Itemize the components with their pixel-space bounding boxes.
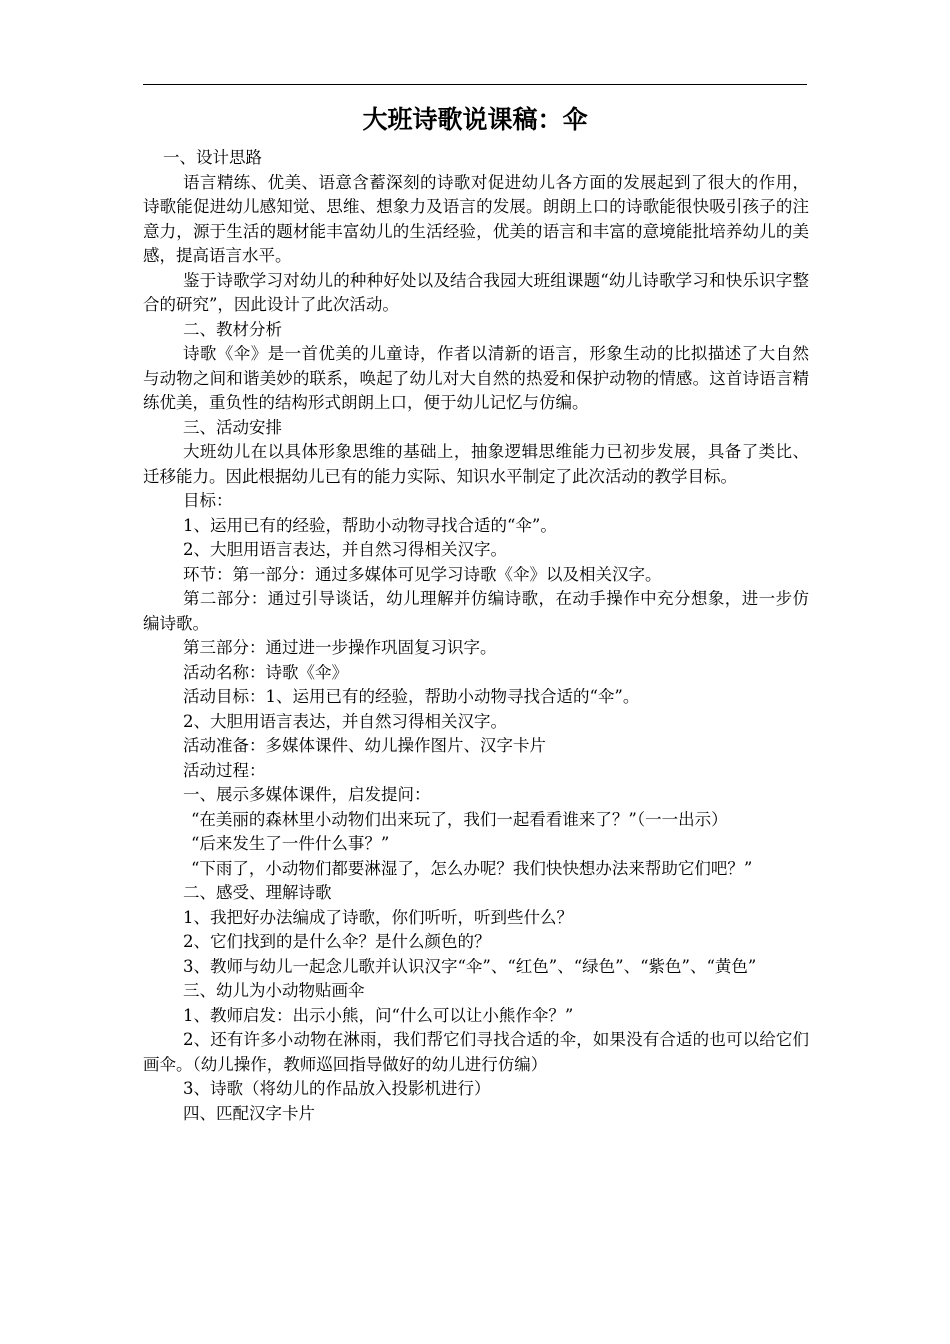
list-item: 1、我把好办法编成了诗歌，你们听听，听到些什么？	[183, 907, 573, 927]
section-heading: 二、感受、理解诗歌	[183, 883, 332, 902]
document-title: 大班诗歌说课稿：伞	[362, 105, 588, 134]
paragraph: 活动目标：1、运用已有的经验，帮助小动物寻找合适的“伞”。	[183, 687, 640, 706]
header-rule	[143, 84, 807, 85]
list-item: 1、运用已有的经验，帮助小动物寻找合适的“伞”。	[183, 515, 557, 535]
document-body	[143, 146, 809, 1126]
list-item: 2、大胆用语言表达，并自然习得相关汉字。	[183, 711, 507, 731]
paragraph: 大班幼儿在以具体形象思维的基础上，抽象逻辑思维能力已初步发展，具备了类比、迁移能力。因此根据幼儿已有的能力实际、知识水平制定了此次活动的教学目标。	[143, 442, 809, 486]
section-heading-material: 二、教材分析	[183, 319, 282, 339]
paragraph: 目标：	[183, 491, 233, 510]
paragraph: 活动名称：诗歌《伞》	[183, 662, 348, 682]
paragraph: 语言精练、优美、语意含蓄深刻的诗歌对促进幼儿各方面的发展起到了很大的作用，诗歌能促进幼儿感知觉、思维、想象力及语言的发展。朗朗上口的诗歌能很快吸引孩子的注意力，源于生活的题材能丰富幼儿的生活经验，优美的语言和丰富的意境能批培养幼儿的美感，提高语言水平。	[143, 172, 809, 265]
list-item: 3、教师与幼儿一起念儿歌并认识汉字“伞”、“红色”、“绿色”、“紫色”、“黄色”	[183, 956, 757, 976]
paragraph: 活动过程：	[183, 760, 266, 780]
paragraph: 鉴于诗歌学习对幼儿的种种好处以及结合我园大班组课题“幼儿诗歌学习和快乐识字整合的研究”，因此设计了此次活动。	[143, 270, 809, 314]
paragraph: 环节：第一部分：通过多媒体可见学习诗歌《伞》以及相关汉字。	[183, 564, 662, 584]
list-item: 2、它们找到的是什么伞？是什么颜色的？	[183, 932, 491, 951]
list-item: 2、大胆用语言表达，并自然习得相关汉字。	[183, 540, 507, 559]
list-item: 2、还有许多小动物在淋雨，我们帮它们寻找合适的伞，如果没有合适的也可以给它们画伞。（幼儿操作，教师巡回指导做好的幼儿进行仿编）	[143, 1030, 809, 1074]
paragraph: 第三部分：通过进一步操作巩固复习识字。	[183, 638, 497, 657]
quote: “后来发生了一件什么事？”	[191, 834, 390, 853]
paragraph: 一、展示多媒体课件，启发提问：	[183, 785, 431, 804]
paragraph: 活动准备：多媒体课件、幼儿操作图片、汉字卡片	[183, 736, 546, 755]
paragraph: 诗歌《伞》是一首优美的儿童诗，作者以清新的语言，形象生动的比拟描述了大自然与动物之间和谐美妙的联系，唤起了幼儿对大自然的热爱和保护动物的情感。这首诗语言精练优美，重负性的结构形式朗朗上口，便于幼儿记忆与仿编。	[143, 344, 809, 412]
list-item: 1、教师启发：出示小熊，问“什么可以让小熊作伞？”	[183, 1005, 574, 1025]
section-heading-design: 一、设计思路	[163, 148, 262, 167]
section-heading-arrangement: 三、活动安排	[183, 417, 282, 437]
list-item: 3、诗歌（将幼儿的作品放入投影机进行）	[183, 1079, 491, 1098]
quote: “下雨了，小动物们都要淋湿了，怎么办呢？我们快快想办法来帮助它们吧？”	[191, 858, 753, 878]
quote: “在美丽的森林里小动物们出来玩了，我们一起看看谁来了？”（一一出示）	[191, 809, 728, 829]
section-heading: 三、幼儿为小动物贴画伞	[183, 981, 365, 1000]
section-heading: 四、匹配汉字卡片	[183, 1103, 315, 1123]
paragraph: 第二部分：通过引导谈话，幼儿理解并仿编诗歌，在动手操作中充分想象，进一步仿编诗歌。	[143, 589, 809, 633]
